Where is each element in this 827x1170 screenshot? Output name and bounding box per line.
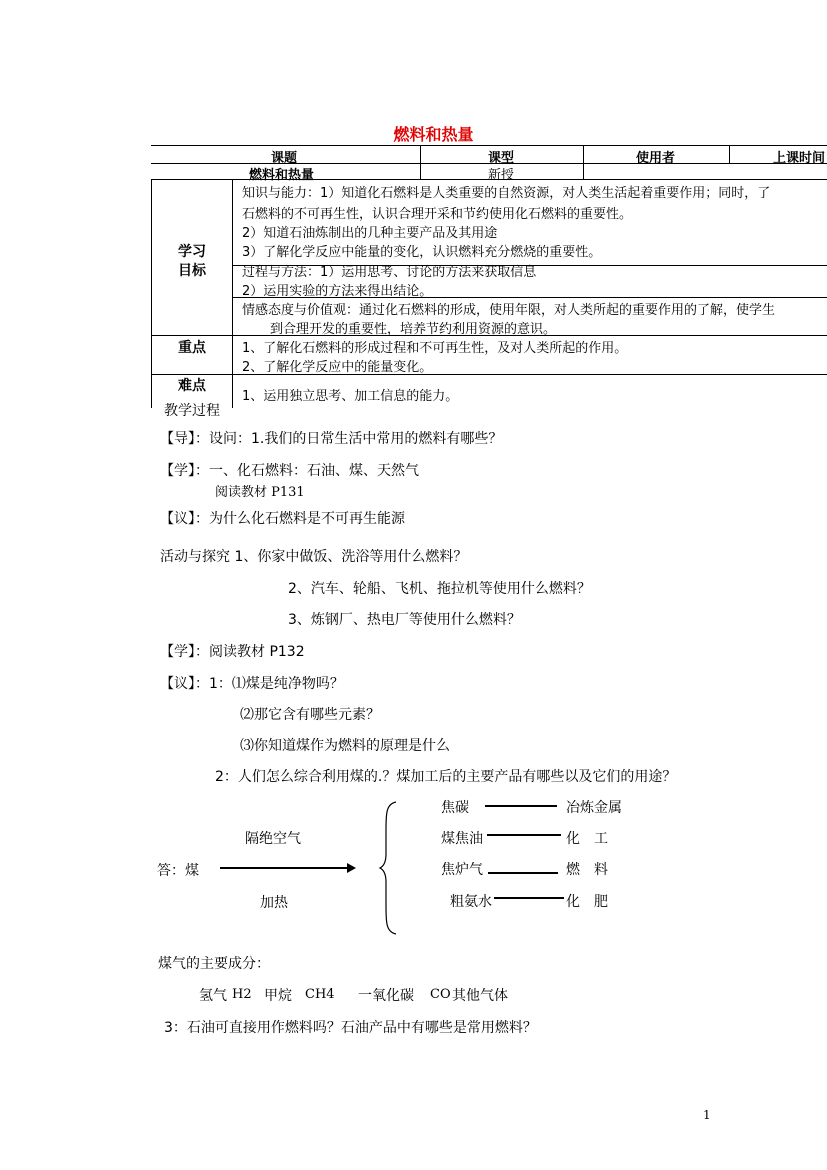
discuss-nonrenewable: 【议】：为什么化石燃料是不可再生能源	[160, 511, 405, 527]
difficulty-line: 1、运用独立思考、加工信息的能力。	[242, 389, 459, 404]
objectives-label-1: 学习	[178, 244, 206, 260]
product-name: 焦碳	[441, 800, 469, 816]
objective-line: 石燃料的不可再生性，认识合理开采和节约使用化石燃料的重要性。	[242, 207, 633, 222]
product-link-line	[494, 897, 564, 899]
product-use: 冶炼金属	[566, 800, 622, 816]
curly-brace-icon	[378, 800, 402, 936]
process-arrow	[220, 867, 348, 869]
study-reading-p132: 【学】：阅读教材 P132	[160, 644, 305, 660]
objective-line: 2）运用实验的方法来得出结论。	[242, 284, 433, 299]
study-fossil-fuels: 【学】：一、化石燃料：石油、煤、天然气	[160, 463, 419, 479]
header-type-value: 新授	[488, 168, 515, 183]
coal-utilization-question: 2：人们怎么综合利用煤的.？煤加工后的主要产品有哪些以及它们的用途？	[215, 769, 677, 785]
header-table	[151, 145, 827, 183]
objective-line: 情感态度与价值观：通过化石燃料的形成，使用年限，对人类所起的重要作用的了解，使学生	[242, 303, 776, 318]
gas-heading: 煤气的主要成分：	[158, 956, 270, 972]
answer-coal: 答：煤	[157, 863, 199, 879]
page-number: 1	[703, 1108, 711, 1122]
product-name: 煤焦油	[441, 831, 483, 847]
product-use: 化 工	[566, 831, 608, 847]
activity-item: 3、炼钢厂、热电厂等使用什么燃料？	[288, 612, 521, 628]
product-use: 燃 料	[566, 862, 608, 878]
header-topic-label: 课题	[271, 151, 298, 166]
objectives-table	[151, 179, 827, 408]
product-link-line	[485, 805, 557, 807]
product-name: 焦炉气	[441, 862, 483, 878]
key-points-label: 重点	[178, 340, 206, 356]
gas-ch4-formula: CH4	[305, 987, 335, 1002]
gas-co-name: 一氧化碳	[358, 988, 414, 1004]
gas-h2-formula: H2	[232, 987, 252, 1002]
process-heading: 教学过程	[164, 403, 220, 419]
study-reading-p131: 阅读教材 P131	[215, 485, 305, 500]
guide-question: 【导】：设问：1.我们的日常生活中常用的燃料有哪些？	[160, 431, 503, 447]
activity-item: 活动与探究 1、你家中做饭、洗浴等用什么燃料？	[160, 549, 468, 565]
objective-line: 到合理开发的重要性，培养节约利用资源的意识。	[270, 322, 557, 337]
objective-line: 过程与方法：1）运用思考、讨论的方法来获取信息	[242, 265, 537, 280]
condition-no-air: 隔绝空气	[245, 831, 301, 847]
objective-line: 3）了解化学反应中能量的变化，认识燃料充分燃烧的重要性。	[242, 245, 602, 260]
product-name: 粗氨水	[450, 894, 492, 910]
discuss-coal-q1: 【议】：1：⑴煤是纯净物吗？	[160, 676, 344, 692]
gas-h2-name: 氢气	[199, 988, 227, 1004]
header-user-label: 使用者	[636, 151, 676, 166]
objective-line: 知识与能力：1）知道化石燃料是人类重要的自然资源，对人类生活起着重要作用；同时，了	[242, 186, 771, 201]
gas-other: 其他气体	[452, 988, 508, 1004]
objective-line: 2）知道石油炼制出的几种主要产品及其用途	[242, 226, 498, 241]
key-point-line: 2、了解化学反应中的能量变化。	[242, 360, 433, 375]
product-link-line	[488, 872, 558, 874]
header-type-label: 课型	[488, 151, 515, 166]
product-link-line	[487, 834, 561, 836]
key-point-line: 1、了解化石燃料的形成过程和不可再生性，及对人类所起的作用。	[242, 341, 628, 356]
gas-ch4-name: 甲烷	[264, 988, 292, 1004]
product-use: 化 肥	[566, 894, 608, 910]
page-title: 燃料和热量	[393, 125, 474, 144]
difficulties-label: 难点	[178, 378, 206, 394]
header-time-label: 上课时间	[773, 151, 826, 166]
discuss-coal-q2: ⑵那它含有哪些元素？	[240, 707, 380, 723]
condition-heating: 加热	[260, 895, 288, 911]
gas-co-formula: CO	[430, 987, 451, 1002]
activity-item: 2、汽车、轮船、飞机、拖拉机等使用什么燃料？	[288, 581, 591, 597]
header-topic-value: 燃料和热量	[249, 168, 315, 183]
petroleum-question: 3：石油可直接用作燃料吗？石油产品中有哪些是常用燃料？	[164, 1020, 537, 1036]
objectives-label-2: 目标	[178, 263, 206, 279]
discuss-coal-q3: ⑶你知道煤作为燃料的原理是什么	[240, 738, 450, 754]
arrow-head-icon	[347, 863, 356, 873]
